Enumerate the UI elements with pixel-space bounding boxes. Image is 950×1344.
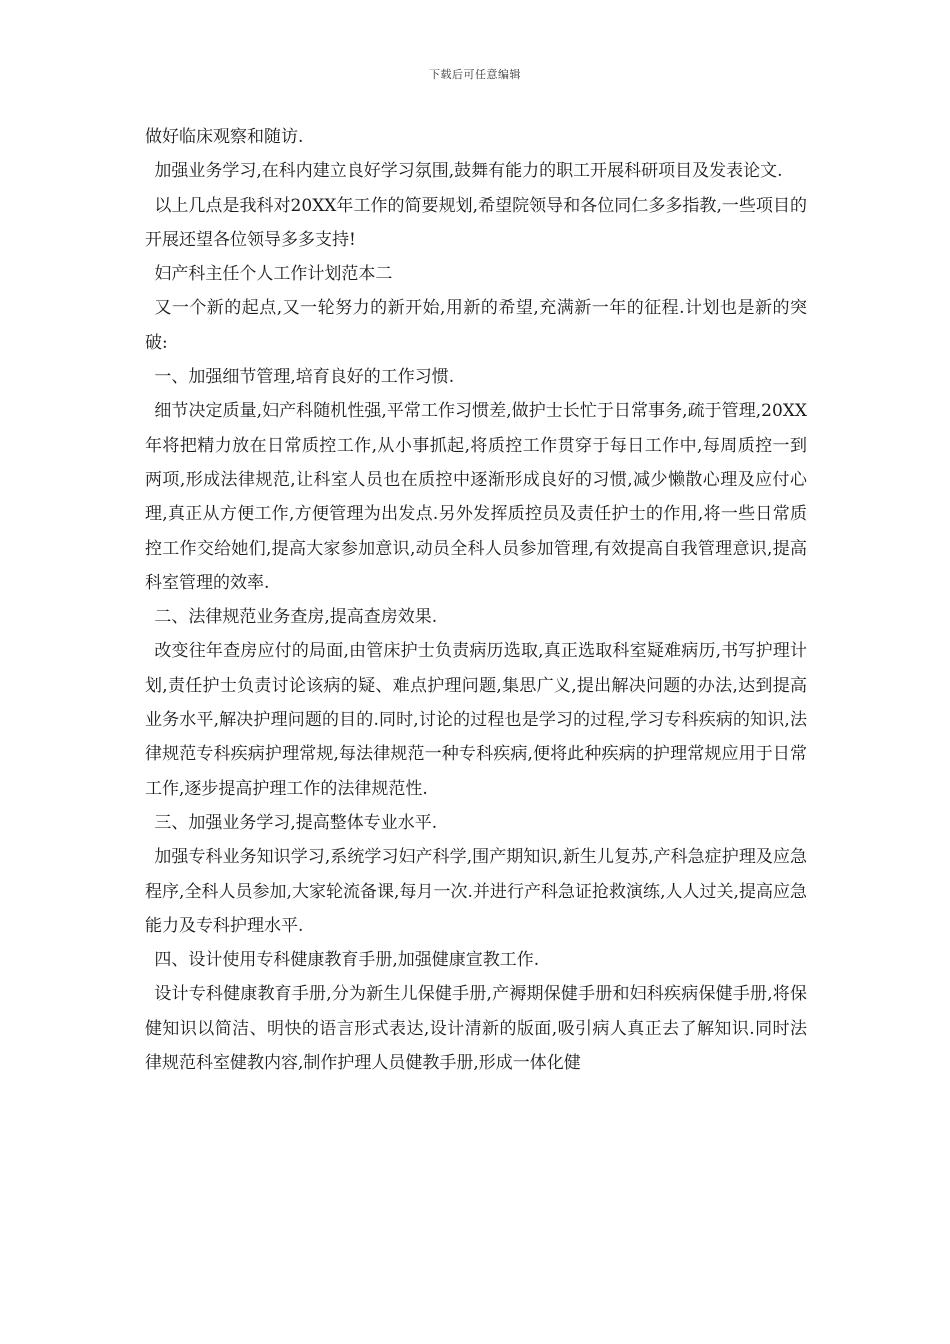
page-header: 下载后可任意编辑: [429, 68, 521, 81]
paragraph-11: 加强专科业务知识学习,系统学习妇产科学,围产期知识,新生儿复苏,产科急症护理及应急程序,全科人员参加,大家轮流备课,每月一次.并进行产科急证抢救演练,人人过关,提高应急能力及专科护理水平.: [145, 847, 807, 936]
paragraph-2: 加强业务学习,在科内建立良好学习氛围,鼓舞有能力的职工开展科研项目及发表论文.: [154, 161, 783, 182]
paragraph-13: 设计专科健康教育手册,分为新生儿保健手册,产褥期保健手册和妇科疾病保健手册,将保健知识以简洁、明快的语言形式表达,设计清新的版面,吸引病人真正去了解知识.同时法律规范科室健教内容,制作护理人员健教手册,形成一体化健: [145, 984, 807, 1074]
heading-3: 三、加强业务学习,提高整体专业水平.: [154, 812, 438, 833]
heading-2: 二、法律规范业务查房,提高查房效果.: [154, 607, 438, 628]
heading-4: 四、设计使用专科健康教育手册,加强健康宣教工作.: [154, 950, 540, 971]
paragraph-3: 以上几点是我科对20XX年工作的简要规划,希望院领导和各位同仁多多指教,一些项目的开展还望各位领导多多支持!: [145, 195, 807, 250]
paragraph-7: 细节决定质量,妇产科随机性强,平常工作习惯差,做护士长忙于日常事务,疏于管理,20XX年将把精力放在日常质控工作,从小事抓起,将质控工作贯穿于每日工作中,每周质控一到两项,形成法律规范,让科室人员也在质控中逐渐形成良好的习惯,减少懒散心理及应付心理,真正从方便工作,方便管理为出发点.另外发挥质控员及责任护士的作用,将一些日常质控工作交给她们,提高大家参加意识,动员全科人员参加管理,有效提高自我管理意识,提高科室管理的效率.: [145, 401, 807, 593]
paragraph-1: 做好临床观察和随访.: [145, 127, 304, 147]
paragraph-9: 改变往年查房应付的局面,由管床护士负责病历选取,真正选取科室疑难病历,书写护理计划,责任护士负责讨论该病的疑、难点护理问题,集思广义,提出解决问题的办法,达到提高业务水平,解决护理问题的目的.同时,讨论的过程也是学习的过程,学习专科疾病的知识,法律规范专科疾病护理常规,每法律规范一种专科疾病,便将此种疾病的护理常规应用于日常工作,逐步提高护理工作的法律规范性.: [145, 641, 807, 799]
paragraph-5: 又一个新的起点,又一轮努力的新开始,用新的希望,充满新一年的征程.计划也是新的突破:: [145, 298, 807, 353]
section-title: 妇产科主任个人工作计划范本二: [154, 264, 393, 285]
document-body: [145, 120, 807, 1080]
heading-1: 一、加强细节管理,培育良好的工作习惯.: [154, 367, 455, 388]
